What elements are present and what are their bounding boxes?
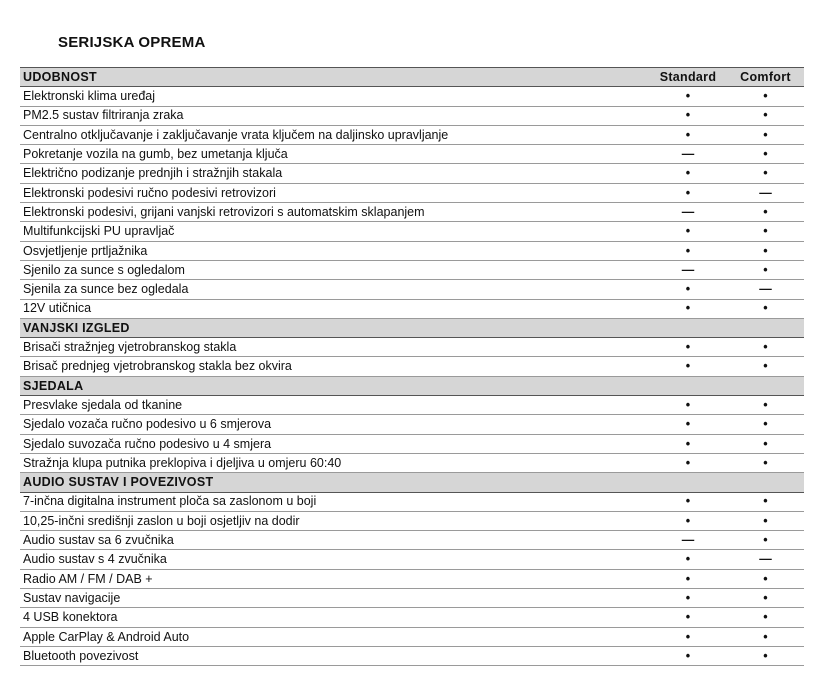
feature-label: Elektronski podesivi, grijani vanjski retrovizori s automatskim sklapanjem — [20, 203, 649, 222]
comfort-availability: • — [727, 415, 804, 434]
equipment-table-body — [20, 68, 804, 666]
empty-cell — [649, 318, 727, 337]
comfort-availability: • — [727, 203, 804, 222]
table-row — [20, 87, 804, 106]
column-header-comfort: Comfort — [727, 68, 804, 87]
comfort-availability: — — [727, 280, 804, 299]
comfort-availability: • — [727, 338, 804, 357]
standard-availability: • — [649, 511, 727, 530]
comfort-availability: • — [727, 646, 804, 665]
feature-label: Elektronski podesivi ručno podesivi retrovizori — [20, 183, 649, 202]
feature-label: Sjedalo suvozača ručno podesivo u 4 smjera — [20, 434, 649, 453]
comfort-availability: • — [727, 241, 804, 260]
page-title: SERIJSKA OPREMA — [58, 34, 206, 51]
section-header-row — [20, 318, 804, 337]
table-row — [20, 203, 804, 222]
standard-availability: • — [649, 550, 727, 569]
standard-availability: — — [649, 531, 727, 550]
comfort-availability: • — [727, 434, 804, 453]
table-row — [20, 453, 804, 472]
feature-label: 7-inčna digitalna instrument ploča sa zaslonom u boji — [20, 492, 649, 511]
table-row — [20, 396, 804, 415]
comfort-availability: • — [727, 145, 804, 164]
table-row — [20, 145, 804, 164]
comfort-availability: — — [727, 183, 804, 202]
feature-label: Centralno otključavanje i zaključavanje vrata ključem na daljinsko upravljanje — [20, 125, 649, 144]
feature-label: Brisači stražnjeg vjetrobranskog stakla — [20, 338, 649, 357]
table-row — [20, 338, 804, 357]
table-row — [20, 608, 804, 627]
standard-availability: • — [649, 338, 727, 357]
feature-label: Pokretanje vozila na gumb, bez umetanja ključa — [20, 145, 649, 164]
comfort-availability: • — [727, 164, 804, 183]
standard-availability: • — [649, 222, 727, 241]
standard-availability: • — [649, 492, 727, 511]
feature-label: Bluetooth povezivost — [20, 646, 649, 665]
feature-label: Radio AM / FM / DAB + — [20, 569, 649, 588]
feature-label: Presvlake sjedala od tkanine — [20, 396, 649, 415]
section-title: VANJSKI IZGLED — [20, 318, 649, 337]
standard-availability: • — [649, 396, 727, 415]
table-row — [20, 241, 804, 260]
comfort-availability: • — [727, 511, 804, 530]
table-row — [20, 415, 804, 434]
standard-availability: • — [649, 241, 727, 260]
comfort-availability: • — [727, 453, 804, 472]
table-row — [20, 280, 804, 299]
feature-label: Elektronski klima uređaj — [20, 87, 649, 106]
feature-label: Audio sustav sa 6 zvučnika — [20, 531, 649, 550]
standard-availability: • — [649, 87, 727, 106]
feature-label: Sustav navigacije — [20, 589, 649, 608]
comfort-availability: • — [727, 125, 804, 144]
feature-label: Stražnja klupa putnika preklopiva i djeljiva u omjeru 60:40 — [20, 453, 649, 472]
standard-availability: • — [649, 125, 727, 144]
feature-label: Sjenila za sunce bez ogledala — [20, 280, 649, 299]
column-header-standard: Standard — [649, 68, 727, 87]
comfort-availability: • — [727, 608, 804, 627]
table-row — [20, 106, 804, 125]
table-row — [20, 492, 804, 511]
feature-label: PM2.5 sustav filtriranja zraka — [20, 106, 649, 125]
table-row — [20, 260, 804, 279]
standard-availability: • — [649, 280, 727, 299]
standard-availability: • — [649, 357, 727, 376]
equipment-table — [20, 67, 804, 666]
comfort-availability: • — [727, 87, 804, 106]
table-row — [20, 627, 804, 646]
standard-availability: • — [649, 608, 727, 627]
table-row — [20, 125, 804, 144]
empty-cell — [727, 473, 804, 492]
feature-label: 10,25-inčni središnji zaslon u boji osjetljiv na dodir — [20, 511, 649, 530]
section-header-row — [20, 376, 804, 395]
section-header-row — [20, 473, 804, 492]
table-row — [20, 222, 804, 241]
section-header-row — [20, 68, 804, 87]
feature-label: 12V utičnica — [20, 299, 649, 318]
standard-availability: — — [649, 203, 727, 222]
standard-availability: — — [649, 260, 727, 279]
comfort-availability: — — [727, 550, 804, 569]
standard-availability: • — [649, 415, 727, 434]
feature-label: Električno podizanje prednjih i stražnjih stakala — [20, 164, 649, 183]
table-row — [20, 299, 804, 318]
standard-availability: • — [649, 299, 727, 318]
feature-label: Osvjetljenje prtljažnika — [20, 241, 649, 260]
table-row — [20, 531, 804, 550]
table-row — [20, 550, 804, 569]
standard-availability: • — [649, 453, 727, 472]
feature-label: 4 USB konektora — [20, 608, 649, 627]
empty-cell — [649, 376, 727, 395]
standard-availability: • — [649, 589, 727, 608]
standard-availability: • — [649, 183, 727, 202]
comfort-availability: • — [727, 492, 804, 511]
standard-availability: — — [649, 145, 727, 164]
feature-label: Sjedalo vozača ručno podesivo u 6 smjerova — [20, 415, 649, 434]
section-title: AUDIO SUSTAV I POVEZIVOST — [20, 473, 649, 492]
table-row — [20, 511, 804, 530]
standard-availability: • — [649, 646, 727, 665]
feature-label: Apple CarPlay & Android Auto — [20, 627, 649, 646]
feature-label: Multifunkcijski PU upravljač — [20, 222, 649, 241]
comfort-availability: • — [727, 589, 804, 608]
table-row — [20, 183, 804, 202]
section-title: UDOBNOST — [20, 68, 649, 87]
comfort-availability: • — [727, 222, 804, 241]
standard-availability: • — [649, 627, 727, 646]
comfort-availability: • — [727, 260, 804, 279]
comfort-availability: • — [727, 396, 804, 415]
empty-cell — [649, 473, 727, 492]
empty-cell — [727, 376, 804, 395]
standard-availability: • — [649, 106, 727, 125]
table-row — [20, 434, 804, 453]
comfort-availability: • — [727, 531, 804, 550]
empty-cell — [727, 318, 804, 337]
comfort-availability: • — [727, 357, 804, 376]
table-row — [20, 646, 804, 665]
feature-label: Audio sustav s 4 zvučnika — [20, 550, 649, 569]
comfort-availability: • — [727, 569, 804, 588]
feature-label: Sjenilo za sunce s ogledalom — [20, 260, 649, 279]
comfort-availability: • — [727, 627, 804, 646]
comfort-availability: • — [727, 106, 804, 125]
standard-availability: • — [649, 569, 727, 588]
table-row — [20, 357, 804, 376]
standard-availability: • — [649, 434, 727, 453]
standard-availability: • — [649, 164, 727, 183]
feature-label: Brisač prednjeg vjetrobranskog stakla bez okvira — [20, 357, 649, 376]
section-title: SJEDALA — [20, 376, 649, 395]
comfort-availability: • — [727, 299, 804, 318]
table-row — [20, 569, 804, 588]
table-row — [20, 589, 804, 608]
table-row — [20, 164, 804, 183]
